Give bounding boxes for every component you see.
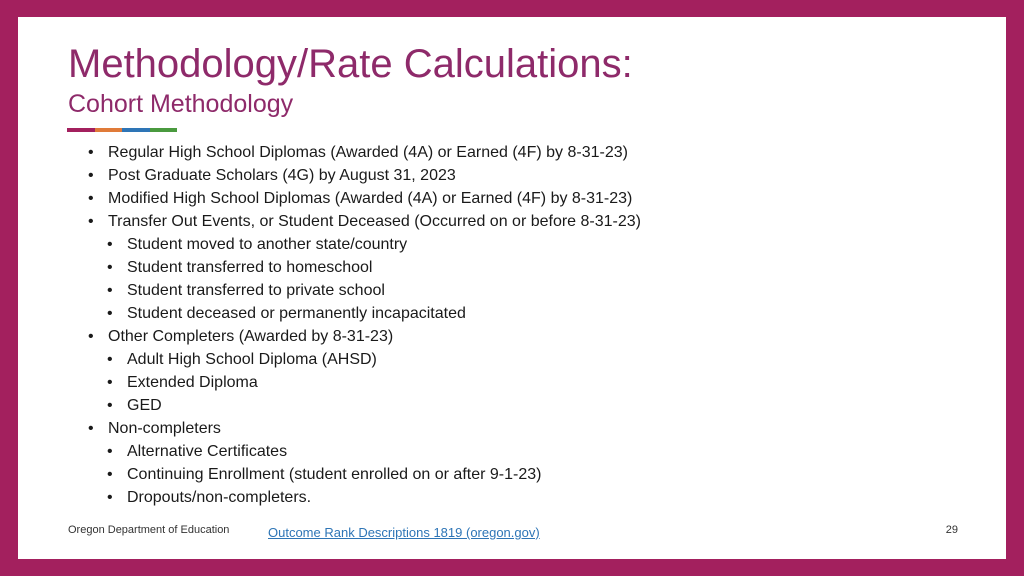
sub-bullet-item: • Extended Diploma	[107, 371, 641, 394]
sub-bullet-item: • Dropouts/non-completers.	[107, 486, 641, 509]
bullet-item: • Post Graduate Scholars (4G) by August 31, 2023	[88, 164, 641, 187]
footer-organization: Oregon Department of Education	[68, 524, 230, 536]
sub-bullet-item: • Alternative Certificates	[107, 440, 641, 463]
sub-bullet-item: • Student transferred to private school	[107, 279, 641, 302]
slide	[18, 17, 1006, 559]
slide-subtitle: Cohort Methodology	[68, 90, 294, 118]
bullet-item: • Regular High School Diplomas (Awarded (4A) or Earned (4F) by 8-31-23)	[88, 141, 641, 164]
outcome-rank-link[interactable]: Outcome Rank Descriptions 1819 (oregon.gov)	[268, 525, 540, 540]
sub-bullet-item: • Continuing Enrollment (student enrolled on or after 9-1-23)	[107, 463, 641, 486]
bullet-item: • Modified High School Diplomas (Awarded (4A) or Earned (4F) by 8-31-23)	[88, 187, 641, 210]
accent-segment	[95, 128, 123, 132]
slide-title: Methodology/Rate Calculations:	[68, 42, 633, 86]
sub-bullet-item: • Student deceased or permanently incapacitated	[107, 302, 641, 325]
bullet-item: • Transfer Out Events, or Student Deceased (Occurred on or before 8-31-23)	[88, 210, 641, 233]
bullet-item: • Non-completers	[88, 417, 641, 440]
sub-bullet-item: • Student moved to another state/country	[107, 233, 641, 256]
title-accent-bar	[67, 128, 177, 132]
sub-bullet-item: • Student transferred to homeschool	[107, 256, 641, 279]
bullet-item: • Other Completers (Awarded by 8-31-23)	[88, 325, 641, 348]
accent-segment	[122, 128, 150, 132]
page-number: 29	[945, 524, 958, 536]
bullet-list	[88, 141, 641, 509]
sub-bullet-item: • GED	[107, 394, 641, 417]
accent-segment	[67, 128, 95, 132]
accent-segment	[150, 128, 178, 132]
sub-bullet-item: • Adult High School Diploma (AHSD)	[107, 348, 641, 371]
